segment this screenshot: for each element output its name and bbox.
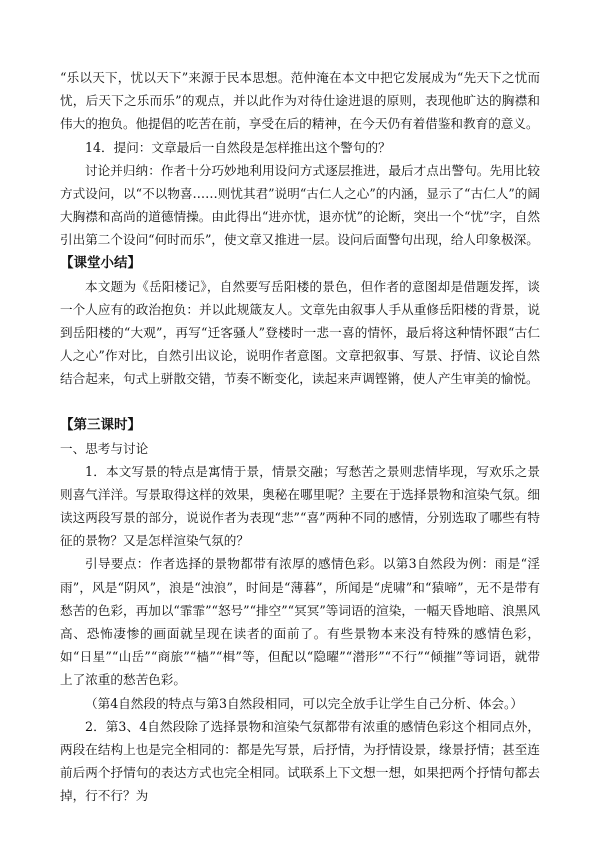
question-14: 14．提问：文章最后一自然段是怎样推出这个警句的？ — [85, 139, 391, 155]
subheading-think-discuss: 一、思考与讨论 — [60, 440, 149, 456]
discussion-summary: 讨论并归纳：作者十分巧妙地利用设问方式逐层推进，最后才点出警句。先用比较方式设问，以“不以物喜……则忧其君”说明“古仁人之心”的内涵，显示了“古仁人”的阔大胸襟和高尚的道德情操。由此得出“进亦忧，退亦忧”的论断，突出一个“忧”字，自然引出第二个设问“何时而乐”，使文章又推进一层。设问后面警句出现，给人印象极深。 — [60, 162, 540, 248]
section-heading-third-lesson: 【第三课时】 — [60, 416, 141, 433]
question-2: 2．第3、4自然段除了选择景物和渲染气氛都带有浓重的感情色彩这个相同点外，两段在结构上也是完全相同的：都是先写景，后抒情，为抒情设景，缘景抒情；甚至连前后两个抒情句的表达方式也完全相同。试联系上下文想一想，如果把两个抒情句都去掉，行不行？为 — [60, 718, 540, 804]
document-page — [60, 66, 540, 808]
class-summary-text: 本文题为《岳阳楼记》，自然要写岳阳楼的景色，但作者的意图却是借题发挥，谈一个人应有的政治抱负：并以此规箴友人。文章先由叙事人手从重修岳阳楼的背景，说到岳阳楼的“大观”，再写“迁客骚人”登楼时一悲一喜的情怀，最后将这种情怀跟“古仁人之心”作对比，自然引出议论，说明作者意图。文章把叙事、写景、抒情、议论自然结合起来，句式上骈散交错，节奏不断变化，读起来声调铿锵，使人产生审美的愉悦。 — [60, 278, 540, 387]
section-heading-class-summary: 【课堂小结】 — [60, 254, 141, 271]
paragraph-intro: “乐以天下，忧以天下”来源于民本思想。范仲淹在本文中把它发展成为“先天下之忧而忧，后天下之乐而乐”的观点，并以此作为对待仕途进退的原则，表现他旷达的胸襟和伟大的抱负。他提倡的吃苦在前，享受在后的精神，在今天仍有着借鉴和教育的意义。 — [60, 70, 540, 132]
section-gap — [60, 391, 540, 414]
guidance-points: 引导要点：作者选择的景物都带有浓厚的感情色彩。以第3自然段为例：雨是“淫雨”，风是“阴风”，浪是“浊浪”，时间是“薄暮”，所闻是“虎啸”和“猿啼”，无不是带有愁苦的色彩，再加以“霏霏”“怒号”“排空”“冥冥”等词语的渲染，一幅天昏地暗、浪黑风高、恐怖凄惨的画面就呈现在读者的面前了。有些景物本来没有特殊的感情色彩，如“日星”“山岳”“商旅”“樯”“楫”等，但配以“隐曜”“潜形”“不行”“倾摧”等词语，就带上了浓重的愁苦色彩。 — [60, 556, 540, 688]
note-paragraph-4: （第4自然段的特点与第3自然段相同，可以完全放手让学生自己分析、体会。） — [85, 695, 523, 711]
question-1: 1．本文写景的特点是寓情于景，情景交融；写愁苦之景则悲情毕现，写欢乐之景则喜气洋洋。写景取得这样的效果，奥秘在哪里呢？主要在于选择景物和渲染气氛。细读这两段写景的部分，说说作者为表现“悲”“喜”两种不同的感情，分别选取了哪些有特征的景物？又是怎样渲染气氛的？ — [60, 463, 540, 549]
